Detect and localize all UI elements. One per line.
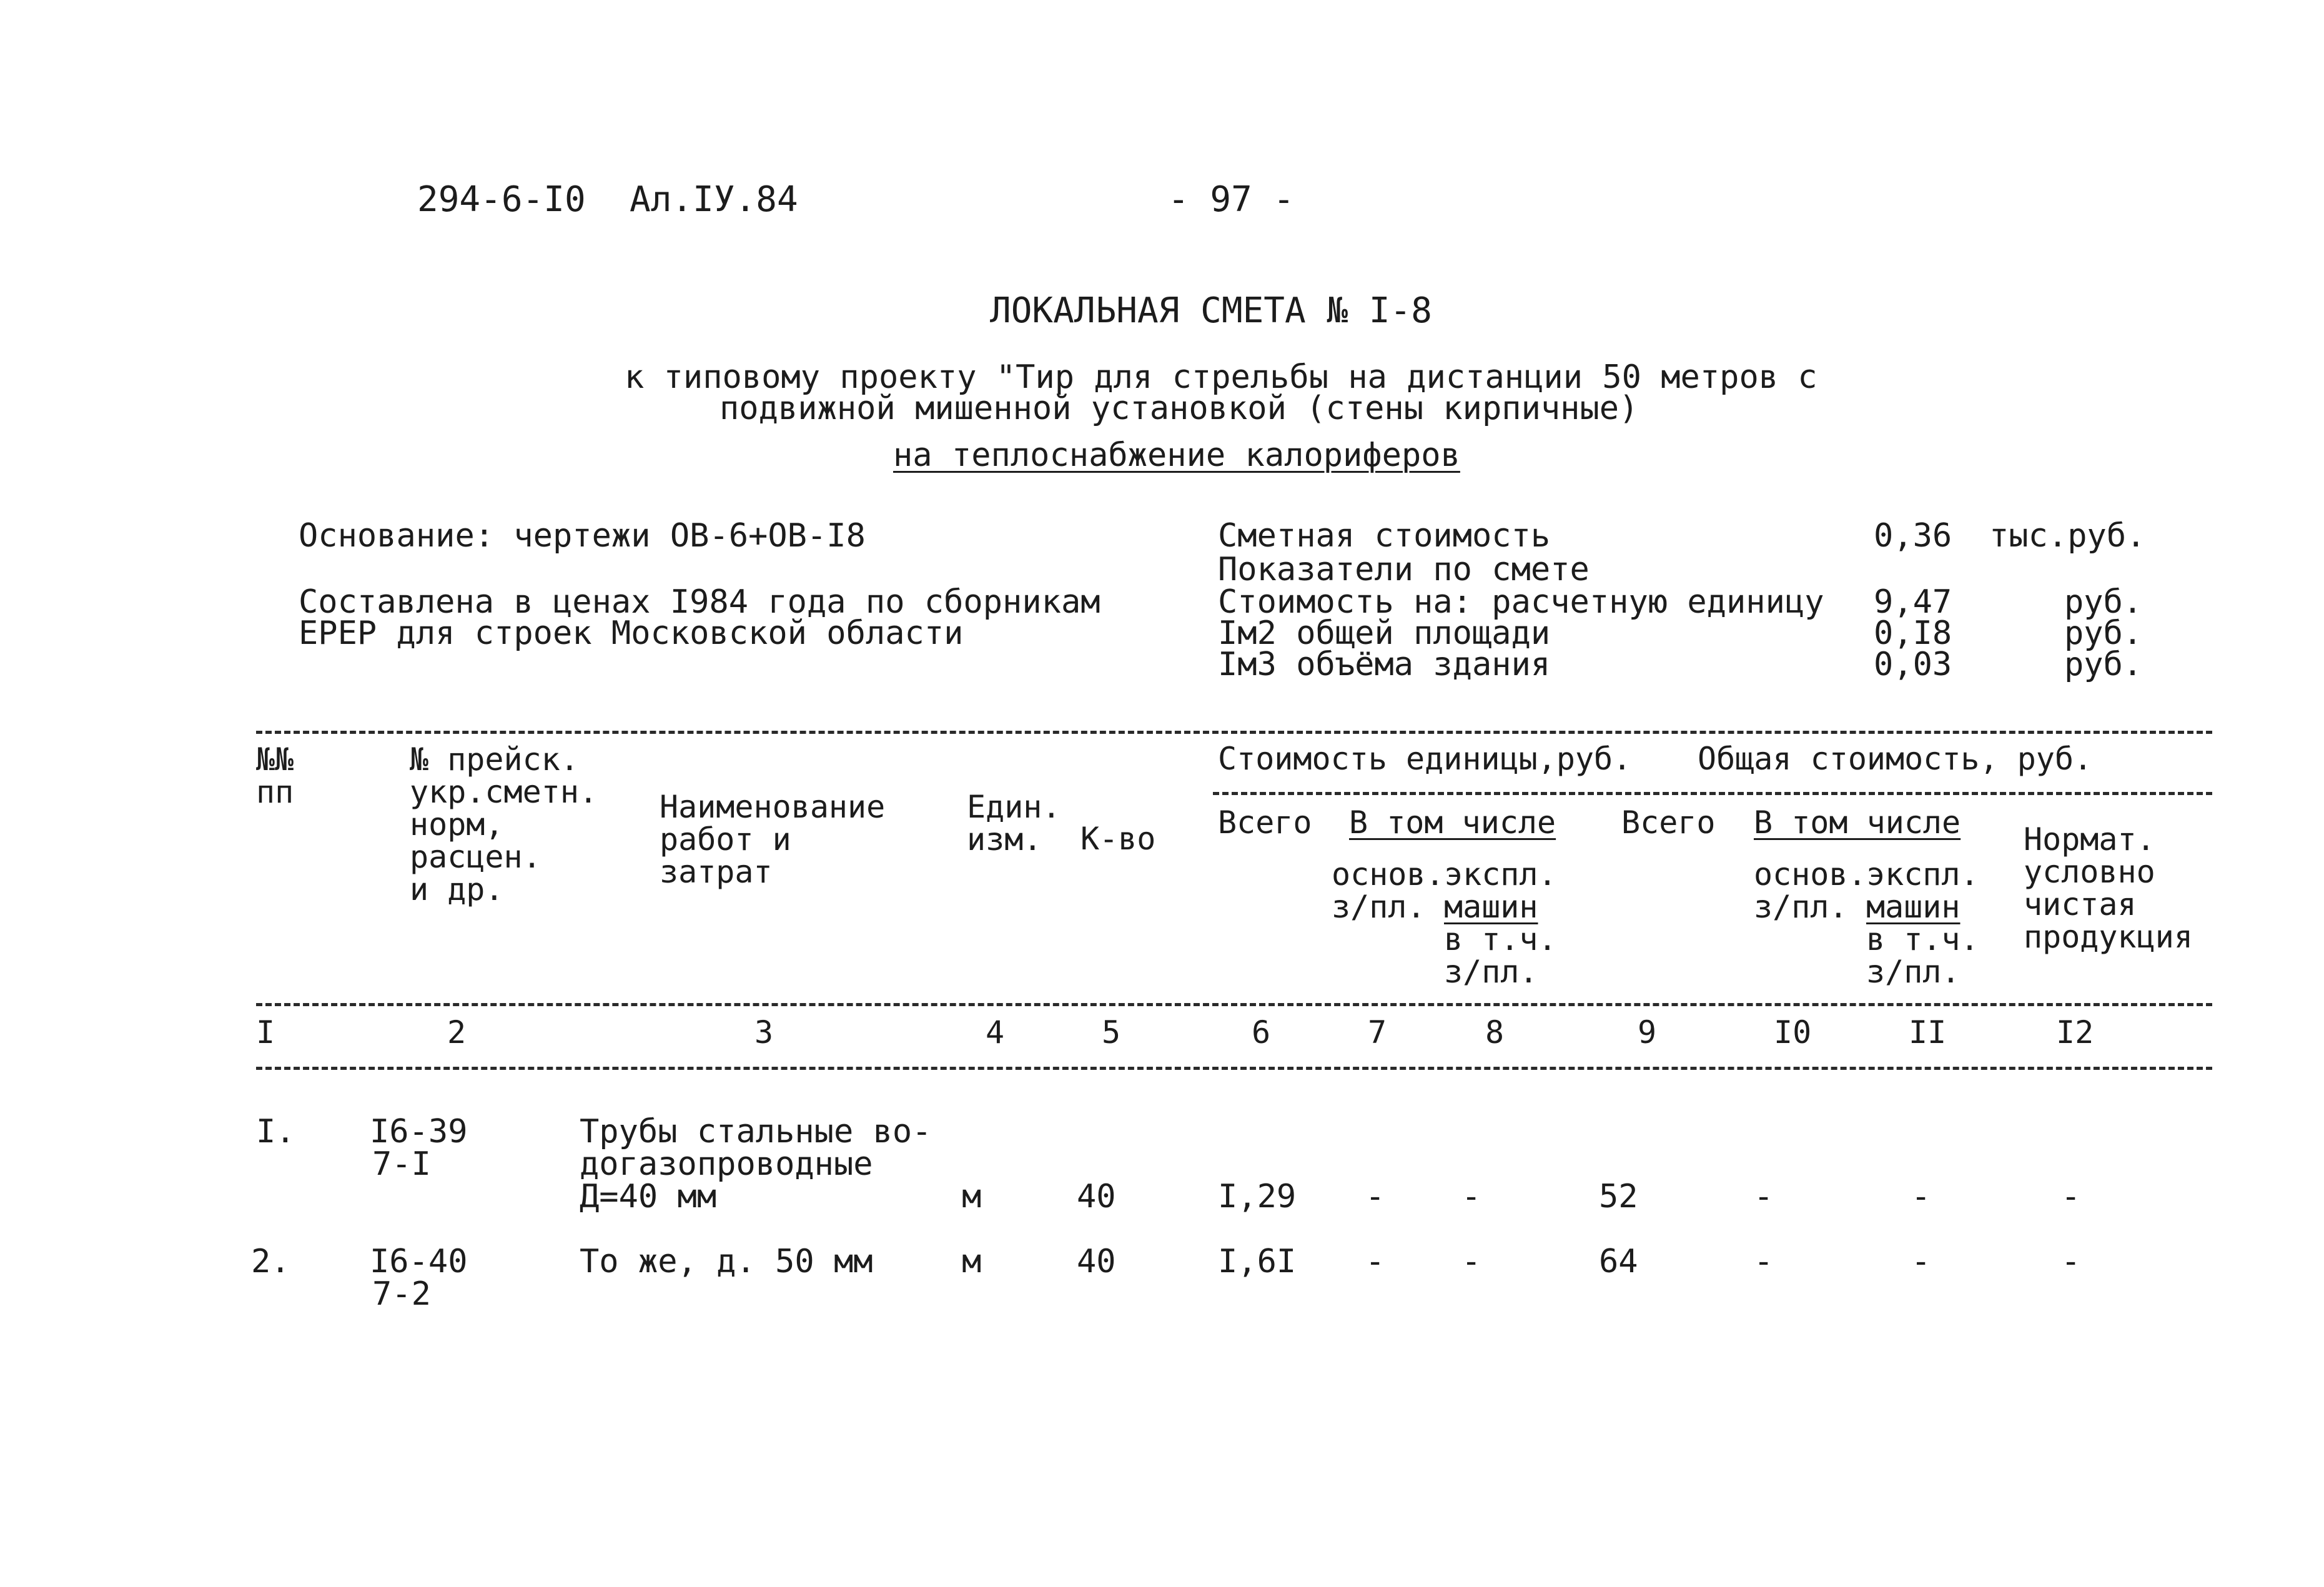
row-code: I6-40 7-2 (370, 1243, 468, 1313)
per-unit-unit: руб. (2064, 583, 2143, 621)
table-top-rule (256, 731, 2212, 734)
unit-cost-mach-header: экспл. машин в т.ч. з/пл. (1444, 856, 1557, 990)
row-unit-cost-total: I,29 (1218, 1178, 1297, 1215)
norm-product-header: Нормат. условно чистая продукция (2024, 821, 2193, 955)
row-quantity: 40 (1077, 1178, 1116, 1215)
row-code: I6-39 7-I (370, 1113, 468, 1183)
total-cost-mach-header: экспл. машин в т.ч. з/пл. (1866, 856, 1979, 990)
per-m3-label: Iм3 объёма здания (1218, 646, 1551, 683)
row-total-cost-mach: - (1911, 1243, 1931, 1280)
prices-line1: Составлена в ценах I984 года по сборникам (299, 583, 1100, 621)
colnum-10: I0 (1774, 1014, 1812, 1051)
row-total-cost: 64 (1599, 1243, 1638, 1280)
row-number: I. (256, 1113, 295, 1150)
unit-cost-group-header: Стоимость единицы,руб. (1218, 741, 1632, 777)
estimated-cost-unit: тыс.руб. (1989, 517, 2146, 555)
indicators-label: Показатели по смете (1218, 551, 1590, 588)
row-quantity: 40 (1077, 1243, 1116, 1280)
unit-cost-base-header: основ. з/пл. (1332, 856, 1445, 925)
column-numbers-rule (256, 1067, 2212, 1070)
colnum-3: 3 (754, 1014, 774, 1051)
total-cost-base-header: основ. з/пл. (1754, 856, 1867, 925)
estimate-purpose: на теплоснабжение калориферов (893, 437, 1460, 474)
colnum-4: 4 (986, 1014, 1005, 1051)
row-unit: м (962, 1178, 982, 1215)
total-cost-incl-header: В том числе (1754, 804, 1961, 841)
row-unit: м (962, 1243, 982, 1280)
row-total-cost-mach: - (1911, 1178, 1931, 1215)
table-group-rule (1213, 792, 2212, 795)
per-m3-unit: руб. (2064, 646, 2143, 683)
col-header-num: №№ пп (256, 741, 294, 810)
per-m2-value: 0,I8 (1874, 615, 1952, 652)
total-cost-group-header: Общая стоимость, руб. (1698, 741, 2093, 777)
colnum-6: 6 (1252, 1014, 1271, 1051)
per-m2-unit: руб. (2064, 615, 2143, 652)
row-norm-product: - (2061, 1178, 2081, 1215)
per-unit-value: 9,47 (1874, 583, 1952, 621)
col-header-code: № прейск. укр.сметн. норм, расцен. и др. (410, 741, 598, 907)
colnum-1: I (256, 1014, 275, 1051)
unit-cost-incl-header: В том числе (1349, 804, 1556, 841)
col-header-qty: К-во (1080, 821, 1156, 857)
per-m2-label: Iм2 общей площади (1218, 615, 1551, 652)
per-unit-label: Стоимость на: расчетную единицу (1218, 583, 1824, 621)
row-total-cost-base: - (1754, 1243, 1774, 1280)
colnum-7: 7 (1368, 1014, 1387, 1051)
row-total-cost-base: - (1754, 1178, 1774, 1215)
album-number: Ал.IУ.84 (630, 179, 798, 220)
row-unit-cost-total: I,6I (1218, 1243, 1297, 1280)
col-header-name: Наименование работ и затрат (660, 789, 886, 890)
table-header-bottom-rule (256, 1003, 2212, 1006)
estimated-cost-value: 0,36 (1874, 517, 1952, 555)
estimated-cost-label: Сметная стоимость (1218, 517, 1551, 555)
colnum-11: II (1909, 1014, 1947, 1051)
colnum-2: 2 (447, 1014, 467, 1051)
colnum-9: 9 (1638, 1014, 1657, 1051)
project-title-line2: подвижной мишенной установкой (стены кирпичные) (719, 390, 1639, 427)
estimate-title: ЛОКАЛЬНАЯ СМЕТА № I-8 (990, 290, 1433, 331)
colnum-5: 5 (1102, 1014, 1121, 1051)
colnum-12: I2 (2056, 1014, 2094, 1051)
row-unit-cost-base: - (1365, 1243, 1385, 1280)
page-number: - 97 - (1168, 179, 1295, 220)
colnum-8: 8 (1485, 1014, 1505, 1051)
doc-code: 294-6-I0 (417, 179, 586, 220)
row-unit-cost-mach: - (1461, 1178, 1481, 1215)
per-m3-value: 0,03 (1874, 646, 1952, 683)
row-norm-product: - (2061, 1243, 2081, 1280)
row-number: 2. (251, 1243, 290, 1280)
row-total-cost: 52 (1599, 1178, 1638, 1215)
col-header-unit: Един. изм. (967, 789, 1061, 858)
basis-text: Основание: чертежи ОВ-6+ОВ-I8 (299, 517, 866, 555)
row-name: Трубы стальные во- догазопроводные Д=40 мм (580, 1113, 932, 1215)
row-name: То же, д. 50 мм (580, 1243, 873, 1280)
row-unit-cost-mach: - (1461, 1243, 1481, 1280)
prices-line2: ЕРЕР для строек Московской области (299, 615, 964, 652)
unit-cost-total-header: Всего (1218, 804, 1312, 841)
row-unit-cost-base: - (1365, 1178, 1385, 1215)
total-cost-total-header: Всего (1621, 804, 1716, 841)
project-title-line1: к типовому проекту "Тир для стрельбы на дистанции 50 метров с (625, 358, 1817, 396)
